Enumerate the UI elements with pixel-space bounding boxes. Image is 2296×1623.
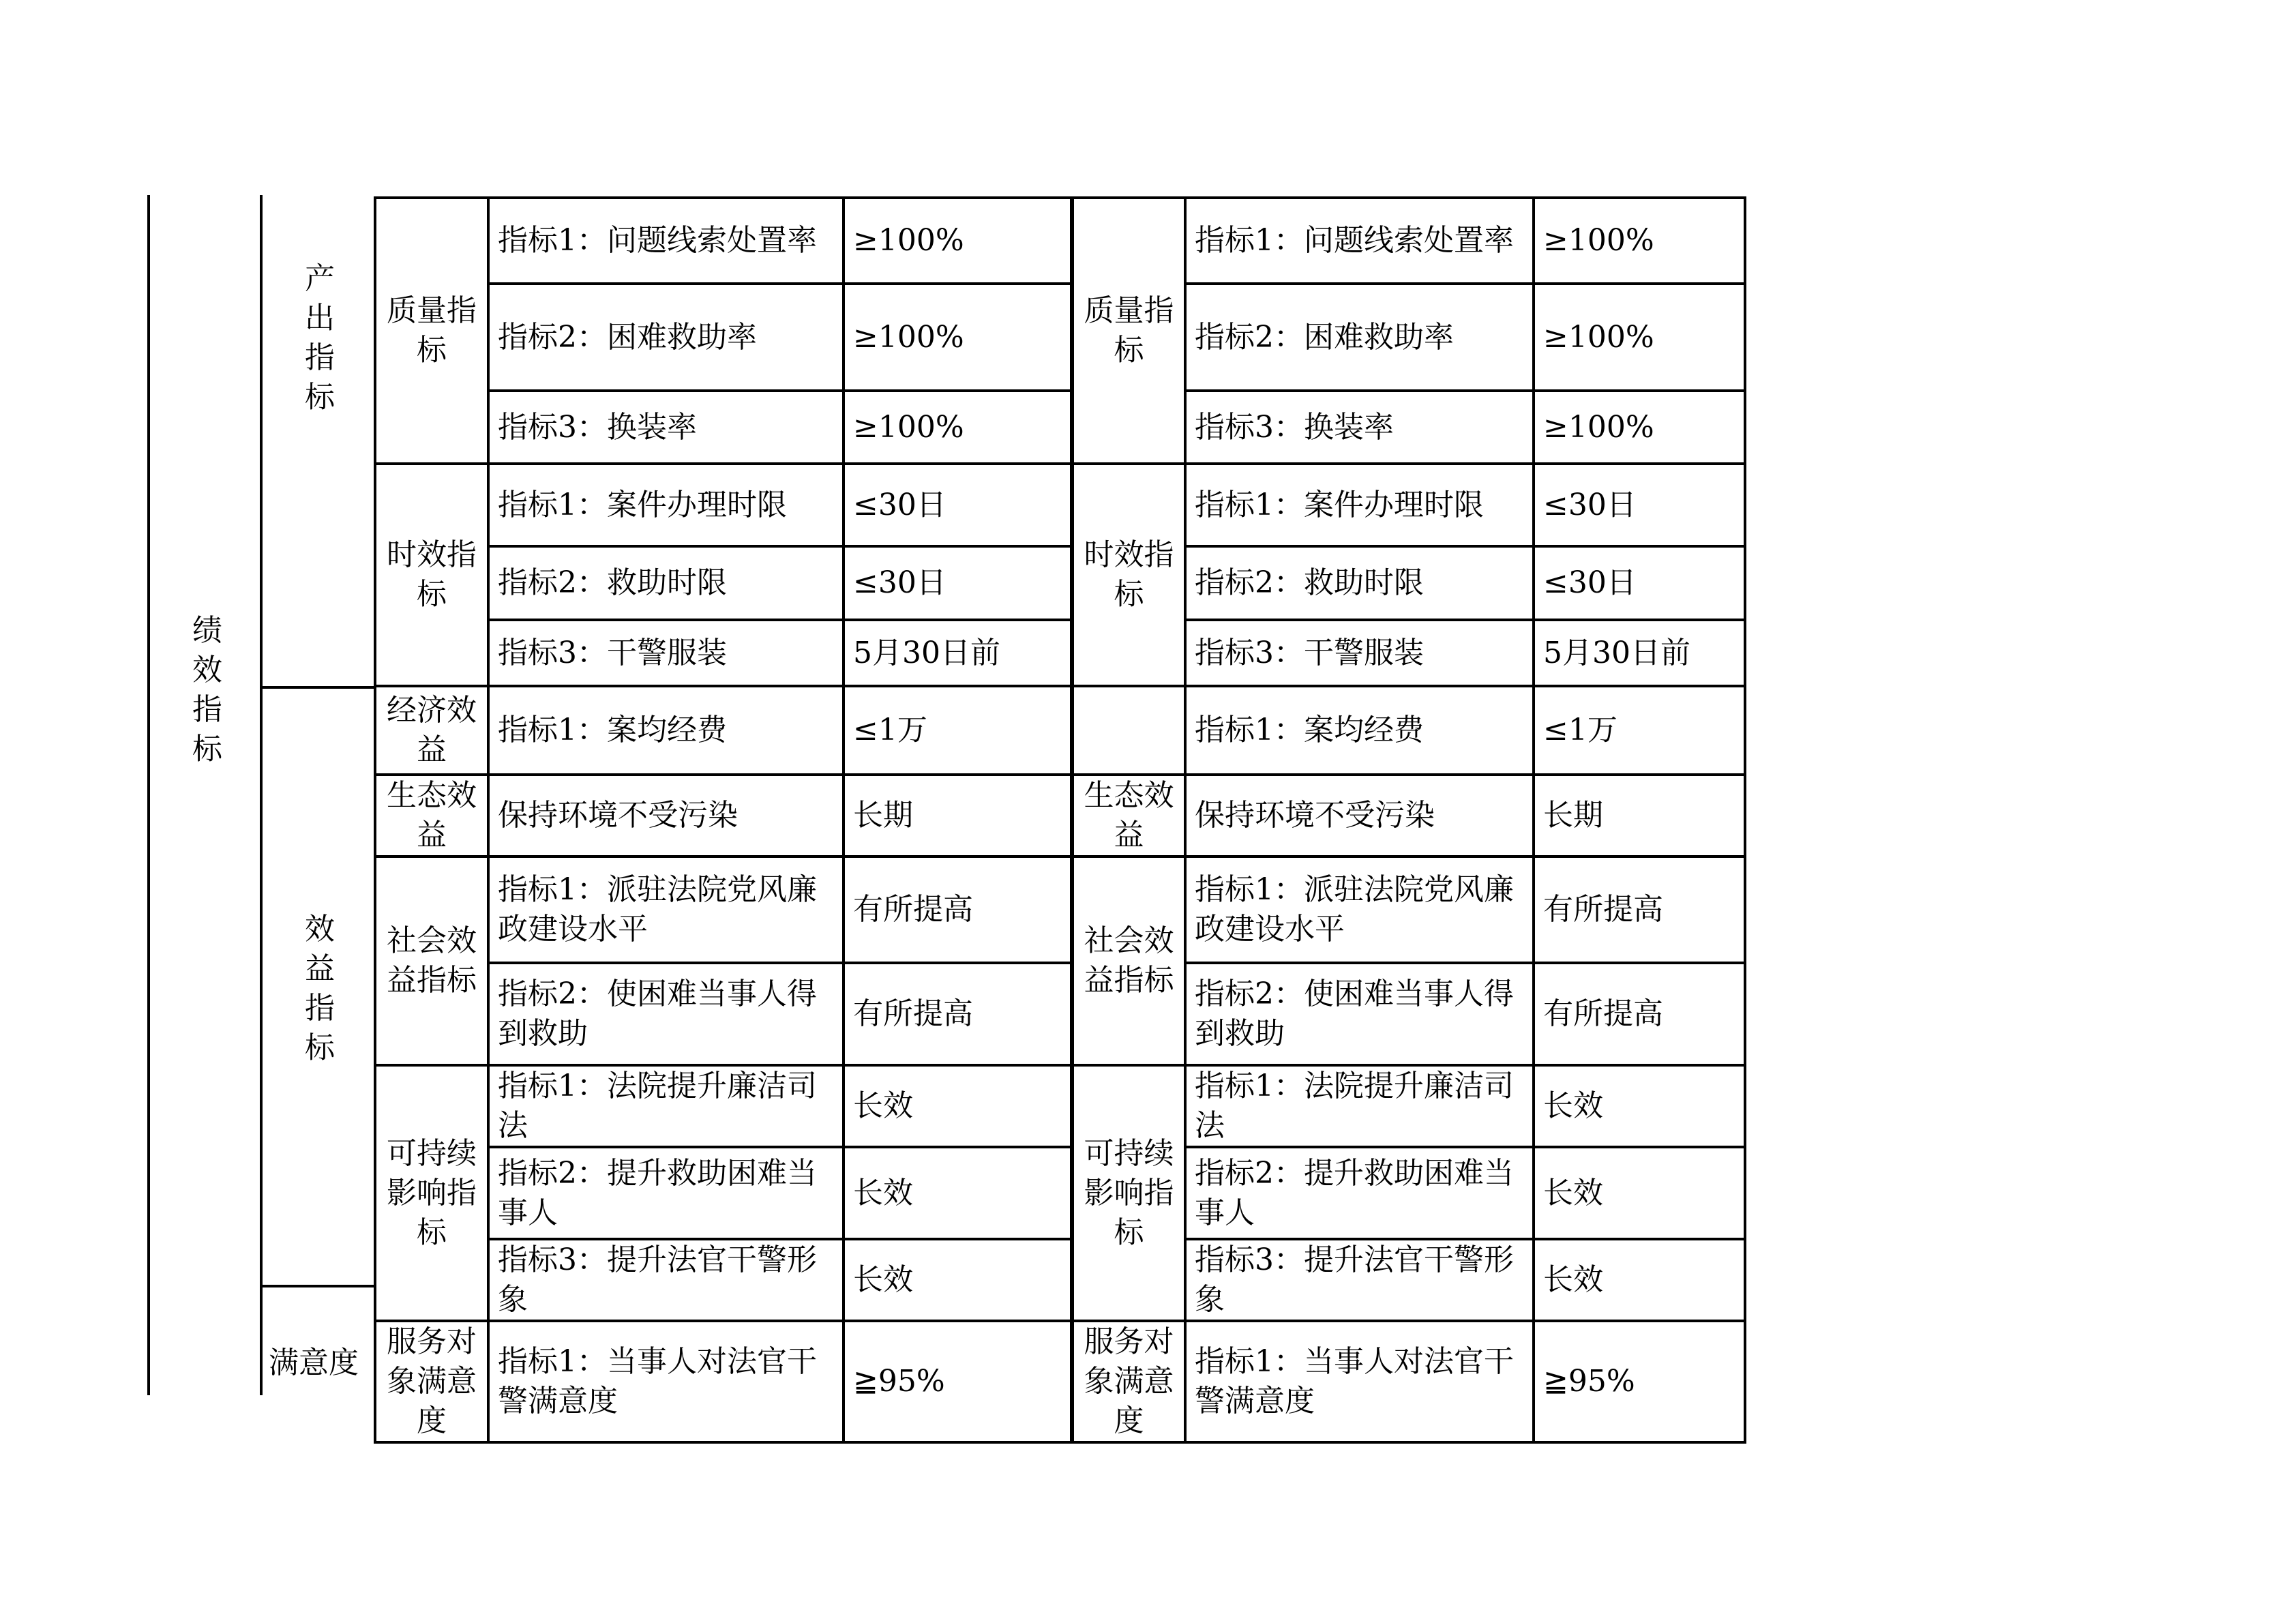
table-row	[375, 1239, 1745, 1321]
table-row	[375, 686, 1745, 775]
table-row	[375, 620, 1745, 686]
sub-category-service-satisfaction: 服务对象满意度	[1072, 1321, 1185, 1442]
value-cell: 有所提高	[844, 963, 1072, 1065]
outer-label: 绩效指标	[192, 613, 222, 766]
table-row	[375, 1147, 1745, 1239]
value-cell: 长效	[844, 1239, 1072, 1321]
sub-category-timeliness: 时效指标	[1072, 464, 1185, 686]
indicator-cell: 指标2：困难救助率	[1185, 284, 1534, 391]
table-row	[375, 284, 1745, 391]
value-cell: ≤30日	[844, 546, 1072, 620]
indicator-cell: 指标1：法院提升廉洁司法	[488, 1065, 844, 1147]
group-left-border	[260, 195, 263, 1395]
value-cell: 5月30日前	[1534, 620, 1745, 686]
value-cell: 长效	[1534, 1239, 1745, 1321]
sub-category-quality: 质量指标	[375, 198, 488, 464]
group-label-output: 产出指标	[305, 261, 335, 415]
indicator-cell: 保持环境不受污染	[1185, 775, 1534, 857]
outer-left-border	[147, 195, 150, 1395]
performance-indicator-table	[374, 196, 1746, 1444]
indicator-cell: 指标3：提升法官干警形象	[488, 1239, 844, 1321]
sub-category-quality: 质量指标	[1072, 198, 1185, 464]
table-row	[375, 391, 1745, 464]
indicator-cell: 指标3：干警服装	[1185, 620, 1534, 686]
sub-category-ecological: 生态效益	[375, 775, 488, 857]
sub-category-economic-empty	[1072, 686, 1185, 775]
table-row	[375, 1065, 1745, 1147]
indicator-cell: 指标1：当事人对法官干警满意度	[488, 1321, 844, 1442]
group-divider-output-benefit	[260, 686, 376, 689]
indicator-cell: 指标3：提升法官干警形象	[1185, 1239, 1534, 1321]
value-cell: 有所提高	[844, 857, 1072, 963]
value-cell: 有所提高	[1534, 963, 1745, 1065]
indicator-cell: 指标1：案件办理时限	[488, 464, 844, 546]
group-label-benefit: 效益指标	[305, 912, 335, 1065]
sub-category-sustainable: 可持续影响指标	[375, 1065, 488, 1321]
value-cell: 长效	[1534, 1065, 1745, 1147]
indicator-cell: 指标3：换装率	[488, 391, 844, 464]
indicator-cell: 指标1：派驻法院党风廉政建设水平	[488, 857, 844, 963]
indicator-cell: 指标2：救助时限	[1185, 546, 1534, 620]
value-cell: ≤1万	[844, 686, 1072, 775]
value-cell: ≥100%	[1534, 284, 1745, 391]
value-cell: ≥100%	[844, 198, 1072, 284]
value-cell: 长效	[844, 1065, 1072, 1147]
indicator-cell: 指标2：使困难当事人得到救助	[488, 963, 844, 1065]
indicator-cell: 指标1：案均经费	[1185, 686, 1534, 775]
indicator-cell: 指标2：提升救助困难当事人	[488, 1147, 844, 1239]
indicator-cell: 指标2：使困难当事人得到救助	[1185, 963, 1534, 1065]
sub-category-social: 社会效益指标	[375, 857, 488, 1065]
group-label-satisfaction: 满意度	[269, 1345, 359, 1380]
sub-category-timeliness: 时效指标	[375, 464, 488, 686]
table-row	[375, 464, 1745, 546]
indicator-cell: 指标3：换装率	[1185, 391, 1534, 464]
sub-category-service-satisfaction: 服务对象满意度	[375, 1321, 488, 1442]
value-cell: ≤30日	[1534, 464, 1745, 546]
indicator-cell: 指标1：问题线索处置率	[1185, 198, 1534, 284]
value-cell: ≥100%	[844, 284, 1072, 391]
sub-category-sustainable: 可持续影响指标	[1072, 1065, 1185, 1321]
value-cell: ≤30日	[844, 464, 1072, 546]
value-cell: ≤1万	[1534, 686, 1745, 775]
sub-category-economic: 经济效益	[375, 686, 488, 775]
indicator-cell: 指标1：案件办理时限	[1185, 464, 1534, 546]
table-row	[375, 775, 1745, 857]
value-cell: 长效	[1534, 1147, 1745, 1239]
value-cell: 长效	[844, 1147, 1072, 1239]
indicator-cell: 指标1：问题线索处置率	[488, 198, 844, 284]
value-cell: ≧95%	[1534, 1321, 1745, 1442]
sub-category-ecological: 生态效益	[1072, 775, 1185, 857]
value-cell: 长期	[844, 775, 1072, 857]
value-cell: ≥100%	[844, 391, 1072, 464]
indicator-cell: 指标2：救助时限	[488, 546, 844, 620]
indicator-cell: 指标1：法院提升廉洁司法	[1185, 1065, 1534, 1147]
table-row	[375, 963, 1745, 1065]
indicator-cell: 指标2：提升救助困难当事人	[1185, 1147, 1534, 1239]
table-row	[375, 1321, 1745, 1442]
value-cell: 有所提高	[1534, 857, 1745, 963]
value-cell: ≥100%	[1534, 198, 1745, 284]
indicator-cell: 指标2：困难救助率	[488, 284, 844, 391]
indicator-cell: 指标3：干警服装	[488, 620, 844, 686]
indicator-cell: 保持环境不受污染	[488, 775, 844, 857]
table-row	[375, 546, 1745, 620]
table-row	[375, 857, 1745, 963]
value-cell: ≥100%	[1534, 391, 1745, 464]
indicator-cell: 指标1：当事人对法官干警满意度	[1185, 1321, 1534, 1442]
indicator-cell: 指标1：案均经费	[488, 686, 844, 775]
value-cell: 5月30日前	[844, 620, 1072, 686]
indicator-cell: 指标1：派驻法院党风廉政建设水平	[1185, 857, 1534, 963]
value-cell: ≤30日	[1534, 546, 1745, 620]
value-cell: 长期	[1534, 775, 1745, 857]
sub-category-social: 社会效益指标	[1072, 857, 1185, 1065]
group-divider-benefit-satisfaction	[260, 1285, 376, 1287]
value-cell: ≧95%	[844, 1321, 1072, 1442]
table-row	[375, 198, 1745, 284]
